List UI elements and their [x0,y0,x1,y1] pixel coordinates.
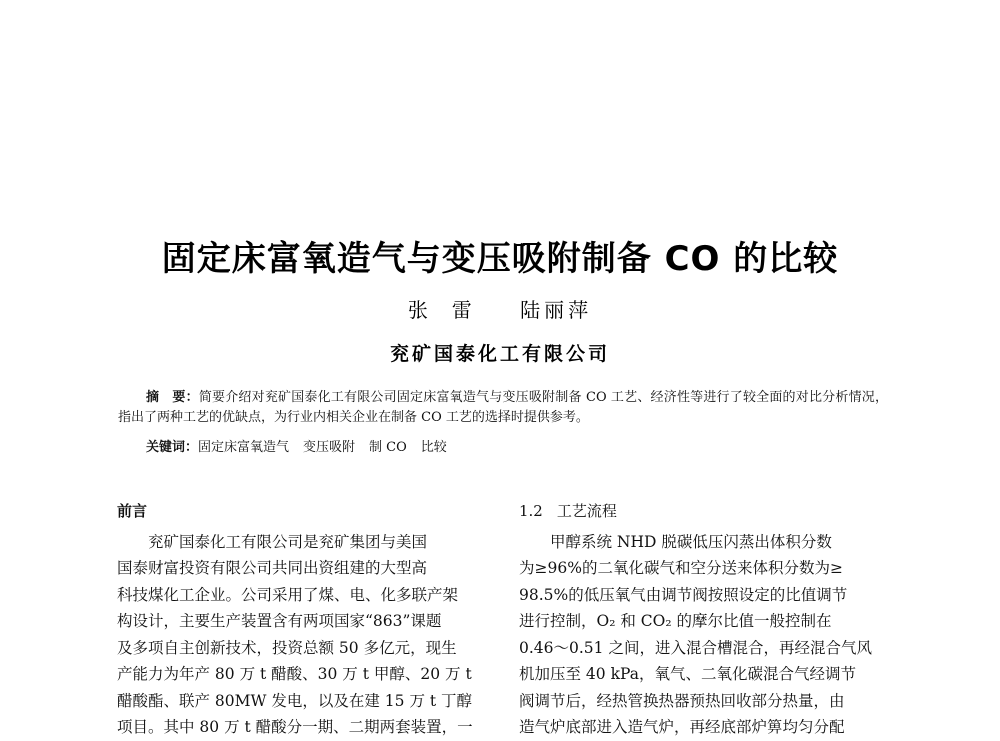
keywords-label: 关键词： [146,440,199,455]
right-column [519,498,887,741]
text-line: 构设计，主要生产装置含有两项国家“863”课题 [117,612,442,630]
author-name: 陆丽萍 [520,298,593,322]
author-list [0,294,1000,323]
affiliation: 兖矿国泰化工有限公司 [389,343,610,365]
text-line: 国泰财富投资有限公司共同出资组建的大型高 [117,559,428,577]
abstract-label: 摘 要： [146,390,199,405]
abstract-paragraph [118,388,888,428]
author-name: 张雷 [407,298,496,322]
text-line: 及多项自主创新技术，投资总额 50 多亿元，现生 [117,638,457,657]
keyword: 变压吸附 [303,440,356,455]
text-line: 机加压至 40 kPa，氧气、二氧化碳混合气经调节 [519,665,856,683]
left-column [117,498,485,741]
paper-title: 固定床富氧造气与变压吸附制备 CO 的比较 [161,238,839,279]
keyword: 比较 [420,440,447,455]
text-line: 产能力为年产 80 万 t 醋酸、30 万 t 甲醇、20 万 t [117,665,472,683]
text-line: 阀调节后，经热管换热器预热回收部分热量，由 [519,691,845,710]
text-line: 进行控制，O₂ 和 CO₂ 的摩尔比值一般控制在 [519,612,832,630]
section-heading: 前言 [117,502,148,520]
body-paragraph [117,529,485,741]
text-line: 0.46～0.51 之间，进入混合槽混合，再经混合气风 [519,638,872,657]
keywords [146,436,461,455]
text-line: 造气炉底部进入造气炉，再经底部炉箅均匀分配 [519,718,845,736]
text-line: 甲醇系统 NHD 脱碳低压闪蒸出体积分数 [550,532,832,551]
text-line: 98.5%的低压氧气由调节阀按照设定的比值调节 [519,585,848,604]
text-line: 项目。其中 80 万 t 醋酸分一期、二期两套装置，一 [117,718,473,736]
text-line: 兖矿国泰化工有限公司是兖矿集团与美国 [148,532,428,551]
text-line: 为≥96%的二氧化碳气和空分送来体积分数为≥ [519,559,843,577]
section-number: 1.2 [519,502,543,520]
keyword: 固定床富氧造气 [198,440,290,455]
text-line: 醋酸酯、联产 80MW 发电，以及在建 15 万 t 丁醇 [117,691,473,710]
abstract [118,388,888,428]
section-title: 工艺流程 [556,502,617,520]
text-line: 科技煤化工企业。公司采用了煤、电、化多联产架 [117,585,459,604]
abstract-text: 简要介绍对兖矿国泰化工有限公司固定床富氧造气与变压吸附制备 CO 工艺、经济性等进行了较全面的 [198,390,796,405]
abstract-text: 对比分析情况，指出了两种工艺的优缺点，为行业内相关企业在制备 CO 工艺的选择时提供参考。 [118,390,888,425]
section-heading [519,498,887,525]
keyword: 制 CO [369,440,407,455]
body-paragraph [519,529,887,741]
